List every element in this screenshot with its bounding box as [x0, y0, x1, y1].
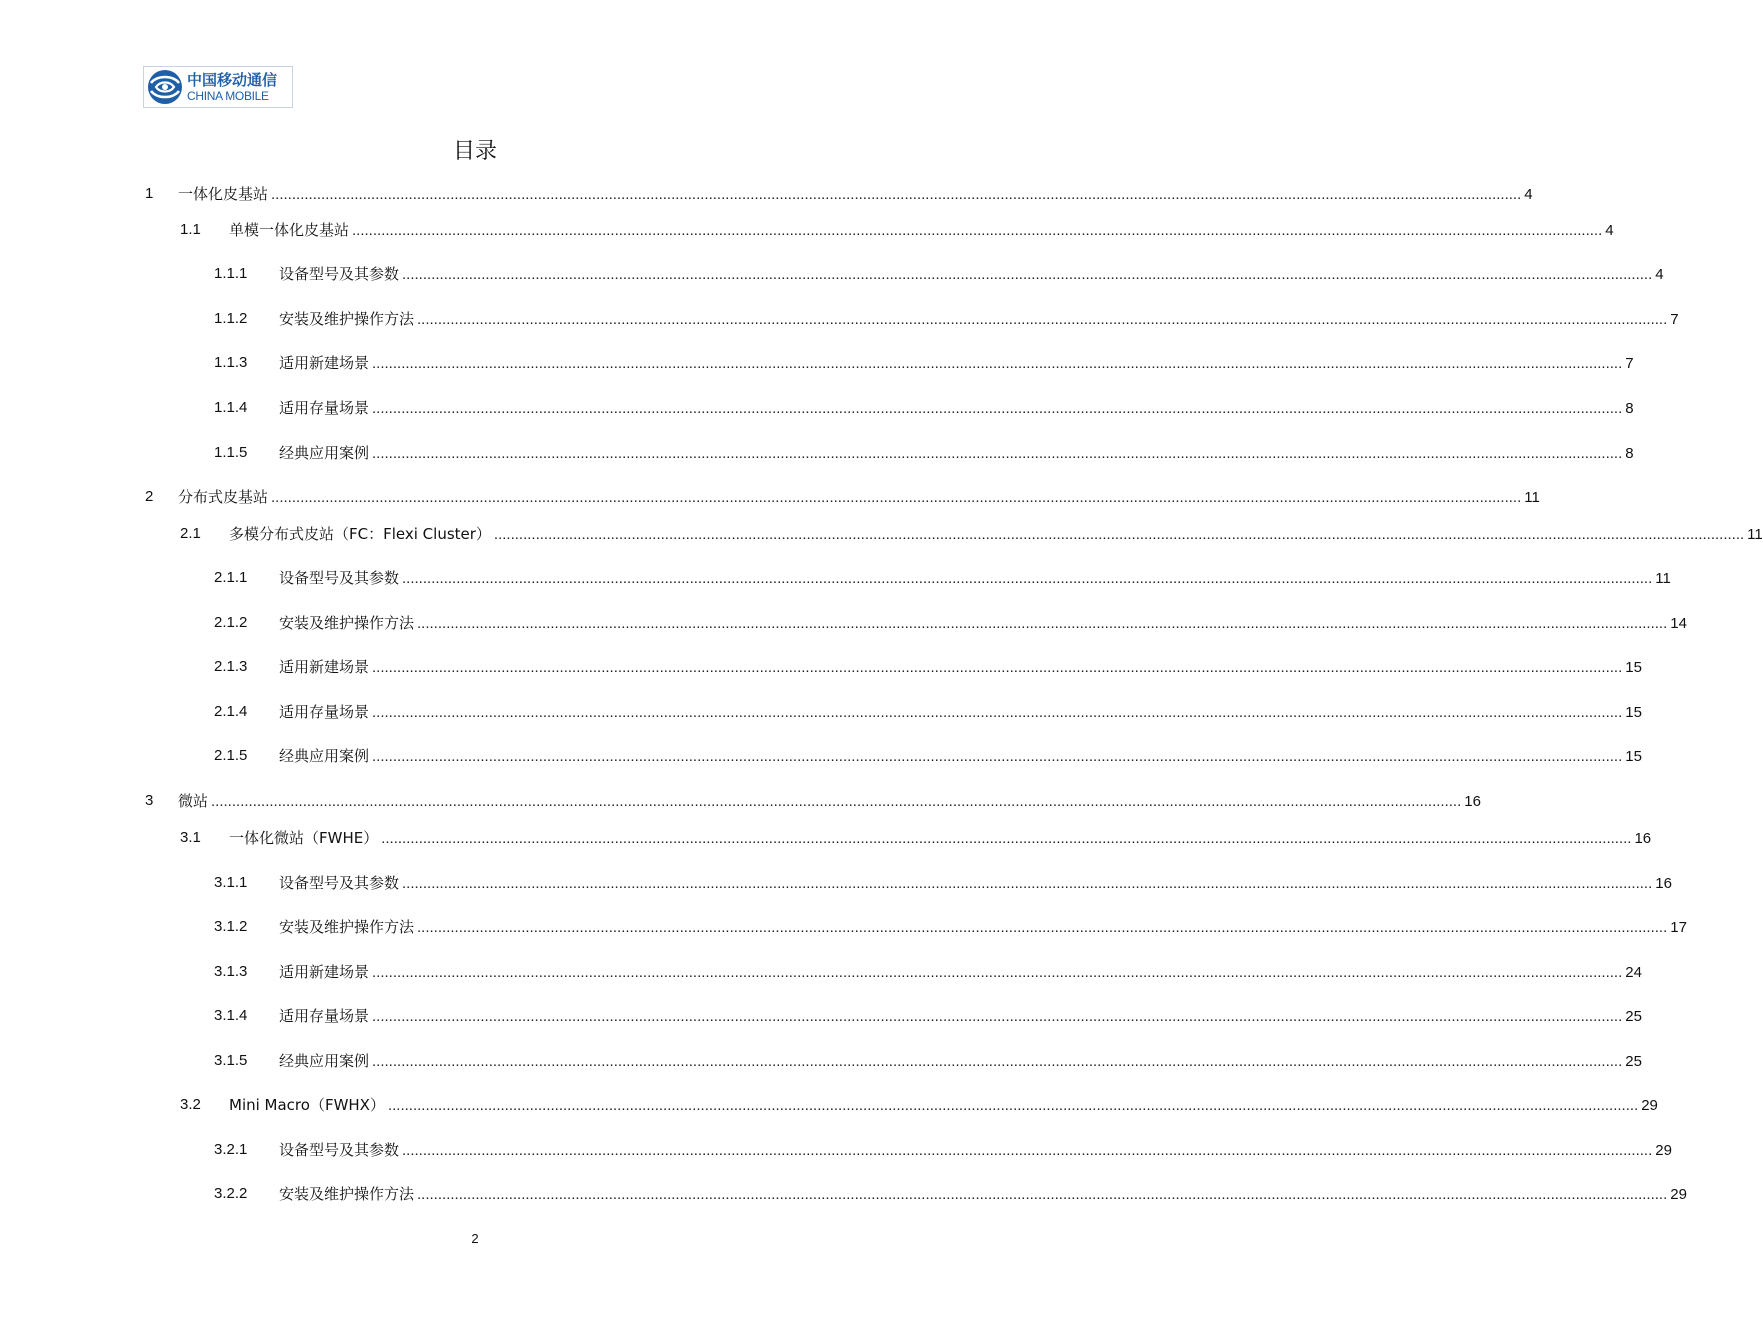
toc-entry-page: 15 — [1625, 659, 1642, 676]
toc-entry-title: 安装及维护操作方法 — [279, 918, 415, 936]
toc-dot-leader: ............................................................................................................................................................................................................................................................................................................ — [402, 1142, 1653, 1159]
toc-entry-line — [279, 655, 1642, 680]
toc-entry-2-1-3[interactable] — [0, 655, 1642, 679]
toc-entry-page: 25 — [1625, 1008, 1642, 1025]
toc-entry-line — [279, 871, 1672, 896]
toc-entry-page: 11 — [1747, 526, 1763, 543]
toc-entry-1-1-5[interactable] — [0, 441, 1634, 465]
toc-entry-line — [279, 351, 1634, 376]
toc-entry-title: 适用新建场景 — [279, 354, 370, 372]
toc-dot-leader: ............................................................................................................................................................................................................................................................................................................ — [211, 793, 1462, 810]
toc-dot-leader: ............................................................................................................................................................................................................................................................................................................ — [372, 964, 1623, 981]
toc-entry-3-2-1[interactable] — [0, 1138, 1672, 1162]
toc-dot-leader: ............................................................................................................................................................................................................................................................................................................ — [372, 355, 1623, 372]
toc-entry-line — [279, 960, 1642, 985]
toc-dot-leader: ............................................................................................................................................................................................................................................................................................................ — [372, 1008, 1623, 1025]
toc-entry-title: 设备型号及其参数 — [279, 1141, 400, 1159]
toc-entry-number: 3.1.4 — [214, 1007, 248, 1024]
toc-entry-2[interactable] — [0, 485, 1540, 509]
toc-entry-line — [279, 566, 1671, 591]
toc-entry-title: 适用新建场景 — [279, 963, 370, 981]
toc-entry-line — [279, 611, 1687, 636]
toc-dot-leader: ............................................................................................................................................................................................................................................................................................................ — [271, 186, 1522, 203]
toc-entry-2-1-5[interactable] — [0, 744, 1642, 768]
toc-entry-title: 适用存量场景 — [279, 1007, 370, 1025]
toc-dot-leader: ............................................................................................................................................................................................................................................................................................................ — [417, 1186, 1668, 1203]
toc-entry-title: 分布式皮基站 — [178, 488, 269, 506]
toc-entry-line — [178, 789, 1481, 814]
toc-entry-3-2-2[interactable] — [0, 1182, 1687, 1206]
toc-entry-title: 设备型号及其参数 — [279, 265, 400, 283]
toc-dot-leader: ............................................................................................................................................................................................................................................................................................................ — [402, 570, 1653, 587]
toc-dot-leader: ............................................................................................................................................................................................................................................................................................................ — [402, 875, 1653, 892]
toc-entry-page: 16 — [1634, 830, 1652, 847]
toc-entry-line — [229, 522, 1763, 547]
toc-entry-2-1[interactable] — [0, 522, 1763, 546]
toc-entry-1-1-2[interactable] — [0, 307, 1679, 331]
toc-entry-3-1[interactable] — [0, 826, 1652, 850]
china-mobile-emblem-icon — [147, 69, 183, 105]
toc-entry-page: 8 — [1625, 445, 1634, 462]
toc-entry-1[interactable] — [0, 182, 1533, 206]
toc-entry-title: 适用新建场景 — [279, 658, 370, 676]
toc-entry-number: 3.1 — [180, 829, 201, 846]
toc-entry-1-1-3[interactable] — [0, 351, 1634, 375]
toc-entry-number: 2.1.4 — [214, 703, 248, 720]
toc-entry-number: 2.1 — [180, 525, 201, 542]
toc-entry-page: 25 — [1625, 1053, 1642, 1070]
toc-entry-2-1-1[interactable] — [0, 566, 1671, 590]
toc-entry-3-1-5[interactable] — [0, 1049, 1642, 1073]
toc-entry-page: 4 — [1524, 186, 1533, 203]
toc-entry-number: 1.1.5 — [214, 444, 248, 461]
toc-dot-leader: ............................................................................................................................................................................................................................................................................................................ — [372, 445, 1623, 462]
toc-entry-page: 11 — [1655, 570, 1671, 587]
toc-entry-3[interactable] — [0, 789, 1481, 813]
toc-entry-title: 一体化皮基站 — [178, 185, 269, 203]
toc-entry-page: 15 — [1625, 704, 1642, 721]
toc-entry-line — [279, 1004, 1642, 1029]
toc-dot-leader: ............................................................................................................................................................................................................................................................................................................ — [417, 311, 1668, 328]
toc-entry-number: 1.1.4 — [214, 399, 248, 416]
toc-dot-leader: ............................................................................................................................................................................................................................................................................................................ — [372, 704, 1623, 721]
toc-entry-line — [229, 1093, 1658, 1118]
toc-entry-line — [279, 700, 1642, 725]
toc-entry-3-1-3[interactable] — [0, 960, 1642, 984]
toc-entry-title: 适用存量场景 — [279, 399, 370, 417]
toc-dot-leader: ............................................................................................................................................................................................................................................................................................................ — [372, 748, 1623, 765]
toc-dot-leader: ............................................................................................................................................................................................................................................................................................................ — [271, 489, 1522, 506]
toc-dot-leader: ............................................................................................................................................................................................................................................................................................................ — [352, 222, 1603, 239]
toc-entry-line — [279, 262, 1664, 287]
toc-entry-page: 24 — [1625, 964, 1642, 981]
toc-entry-number: 3.1.2 — [214, 918, 248, 935]
logo-english-text: CHINA MOBILE — [187, 88, 269, 103]
toc-entry-page: 4 — [1655, 266, 1664, 283]
toc-entry-number: 3.1.3 — [214, 963, 248, 980]
toc-dot-leader: ............................................................................................................................................................................................................................................................................................................ — [372, 400, 1623, 417]
toc-entry-2-1-2[interactable] — [0, 611, 1687, 635]
toc-entry-line — [279, 396, 1634, 421]
toc-entry-page: 11 — [1524, 489, 1540, 506]
toc-entry-title: 安装及维护操作方法 — [279, 614, 415, 632]
toc-entry-1-1-4[interactable] — [0, 396, 1634, 420]
toc-entry-line — [279, 744, 1642, 769]
toc-entry-page: 16 — [1464, 793, 1481, 810]
page-number: 2 — [471, 1231, 479, 1246]
toc-entry-title: 安装及维护操作方法 — [279, 310, 415, 328]
toc-entry-number: 1.1.1 — [214, 265, 248, 282]
toc-entry-3-1-1[interactable] — [0, 871, 1672, 895]
toc-dot-leader: ............................................................................................................................................................................................................................................................................................................ — [372, 659, 1623, 676]
toc-entry-number: 1.1 — [180, 221, 201, 238]
toc-entry-number: 3.1.5 — [214, 1052, 248, 1069]
toc-entry-title: 单模一体化皮基站 — [229, 221, 350, 239]
toc-entry-number: 2.1.2 — [214, 614, 248, 631]
toc-entry-1-1-1[interactable] — [0, 262, 1664, 286]
toc-entry-line — [279, 915, 1687, 940]
toc-entry-number: 1.1.3 — [214, 354, 248, 371]
toc-entry-number: 2 — [145, 488, 154, 505]
toc-entry-number: 2.1.3 — [214, 658, 248, 675]
toc-entry-title: 经典应用案例 — [279, 1052, 370, 1070]
toc-entry-number: 3 — [145, 792, 154, 809]
toc-entry-number: 2.1.5 — [214, 747, 248, 764]
toc-entry-page: 7 — [1670, 311, 1679, 328]
toc-entry-number: 3.2.2 — [214, 1185, 248, 1202]
toc-entry-line — [279, 1138, 1672, 1163]
toc-entry-3-2[interactable] — [0, 1093, 1658, 1117]
toc-entry-title: 安装及维护操作方法 — [279, 1185, 415, 1203]
toc-entry-line — [279, 441, 1634, 466]
toc-entry-3-1-4[interactable] — [0, 1004, 1642, 1028]
toc-entry-number: 1 — [145, 185, 154, 202]
toc-entry-page: 8 — [1625, 400, 1634, 417]
toc-entry-title: Mini Macro（FWHX） — [229, 1096, 385, 1114]
toc-dot-leader: ............................................................................................................................................................................................................................................................................................................ — [417, 615, 1668, 632]
toc-entry-page: 14 — [1670, 615, 1687, 632]
toc-dot-leader: ............................................................................................................................................................................................................................................................................................................ — [417, 919, 1668, 936]
toc-entry-number: 3.1.1 — [214, 874, 248, 891]
toc-entry-line — [178, 485, 1540, 510]
toc-entry-number: 3.2 — [180, 1096, 201, 1113]
toc-entry-page: 15 — [1625, 748, 1642, 765]
toc-entry-number: 2.1.1 — [214, 569, 248, 586]
toc-title: 目录 — [452, 139, 497, 164]
toc-entry-page: 7 — [1625, 355, 1634, 372]
toc-entry-title: 经典应用案例 — [279, 444, 370, 462]
toc-entry-title: 适用存量场景 — [279, 703, 370, 721]
toc-entry-page: 29 — [1670, 1186, 1687, 1203]
toc-entry-number: 3.2.1 — [214, 1141, 248, 1158]
toc-entry-page: 4 — [1605, 222, 1614, 239]
toc-entry-line — [178, 182, 1533, 207]
toc-entry-title: 一体化微站（FWHE） — [229, 829, 379, 847]
toc-dot-leader: ............................................................................................................................................................................................................................................................................................................ — [493, 526, 1745, 543]
toc-entry-line — [279, 1182, 1687, 1207]
toc-entry-page: 16 — [1655, 875, 1672, 892]
toc-entry-title: 微站 — [178, 792, 209, 810]
toc-entry-title: 设备型号及其参数 — [279, 569, 400, 587]
toc-entry-page: 29 — [1655, 1142, 1672, 1159]
toc-entry-line — [229, 826, 1652, 851]
toc-entry-2-1-4[interactable] — [0, 700, 1642, 724]
toc-entry-line — [279, 1049, 1642, 1074]
toc-dot-leader: ............................................................................................................................................................................................................................................................................................................ — [402, 266, 1653, 283]
toc-entry-1-1[interactable] — [0, 218, 1614, 242]
logo-chinese-text: 中国移动通信 — [187, 70, 278, 89]
toc-entry-title: 设备型号及其参数 — [279, 874, 400, 892]
toc-entry-page: 17 — [1670, 919, 1687, 936]
toc-entry-line — [279, 307, 1679, 332]
toc-entry-3-1-2[interactable] — [0, 915, 1687, 939]
toc-entry-title: 经典应用案例 — [279, 747, 370, 765]
china-mobile-logo — [143, 66, 293, 108]
toc-dot-leader: ............................................................................................................................................................................................................................................................................................................ — [387, 1097, 1639, 1114]
toc-dot-leader: ............................................................................................................................................................................................................................................................................................................ — [381, 830, 1632, 847]
toc-entry-line — [229, 218, 1614, 243]
toc-entry-number: 1.1.2 — [214, 310, 248, 327]
toc-entry-page: 29 — [1641, 1097, 1658, 1114]
toc-dot-leader: ............................................................................................................................................................................................................................................................................................................ — [372, 1053, 1623, 1070]
toc-entry-title: 多模分布式皮站（FC：Flexi Cluster） — [229, 525, 491, 543]
